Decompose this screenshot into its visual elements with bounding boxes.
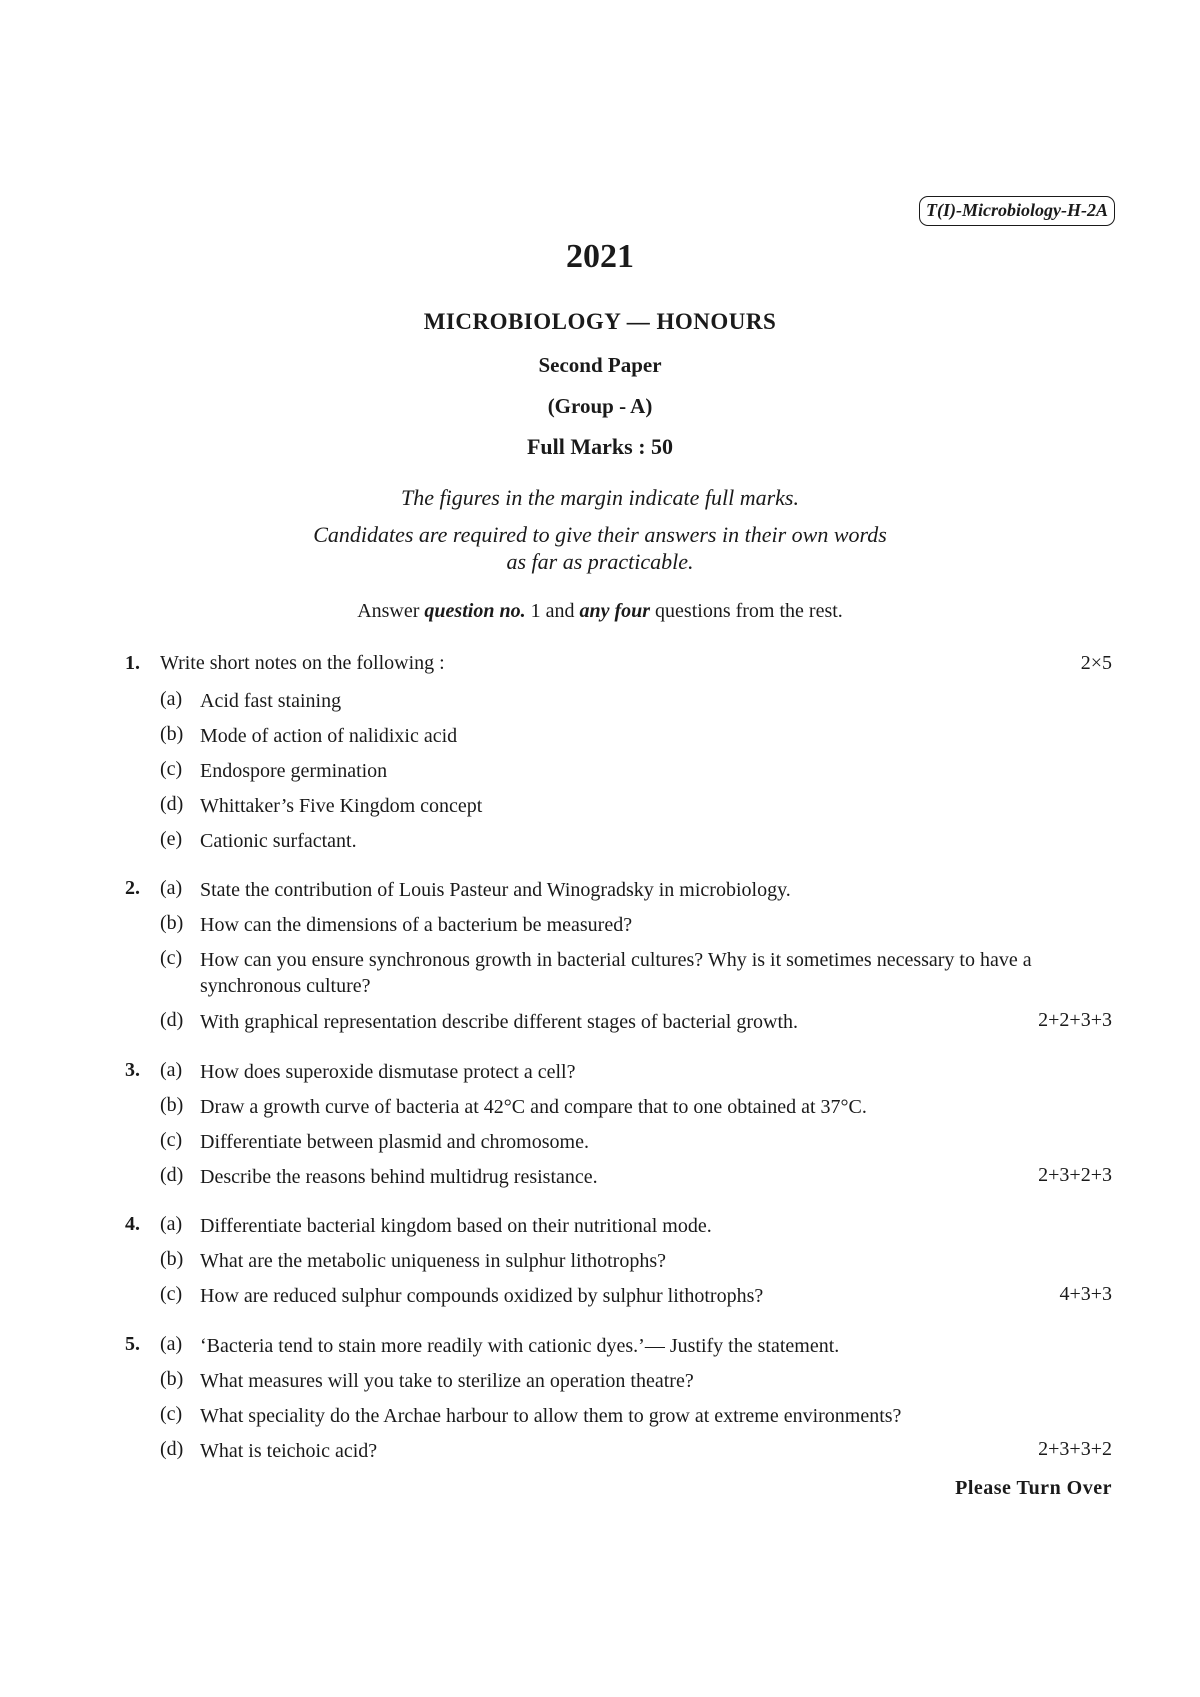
question-number: 3.	[125, 1059, 140, 1081]
question-marks: 2+3+3+2	[1038, 1438, 1112, 1460]
candidates-note-line2: as far as practicable.	[506, 549, 694, 574]
question-number: 5.	[125, 1333, 140, 1355]
question-marks: 2×5	[1080, 652, 1112, 674]
candidates-note-line1: Candidates are required to give their answers in their own words	[313, 522, 887, 547]
question-number: 4.	[125, 1213, 140, 1235]
question-marks: 2+3+2+3	[1038, 1164, 1112, 1186]
question-marks: 2+2+3+3	[1038, 1009, 1112, 1031]
margin-note: The figures in the margin indicate full marks.	[400, 485, 799, 510]
subject-title: MICROBIOLOGY — HONOURS	[423, 309, 777, 334]
paper-code: T(I)-Microbiology-H-2A	[919, 196, 1115, 226]
question-marks: 4+3+3	[1059, 1283, 1112, 1305]
group-label: (Group - A)	[547, 394, 653, 418]
question-text: Write short notes on the following :	[160, 652, 445, 674]
answer-instruction: Answer question no. 1 and any four questions from the rest.	[357, 600, 843, 622]
question-number: 2.	[125, 877, 140, 899]
full-marks: Full Marks : 50	[526, 434, 674, 459]
question-number: 1.	[125, 652, 140, 674]
exam-year: 2021	[566, 238, 634, 275]
please-turn-over: Please Turn Over	[955, 1477, 1112, 1499]
paper-name: Second Paper	[538, 353, 662, 377]
